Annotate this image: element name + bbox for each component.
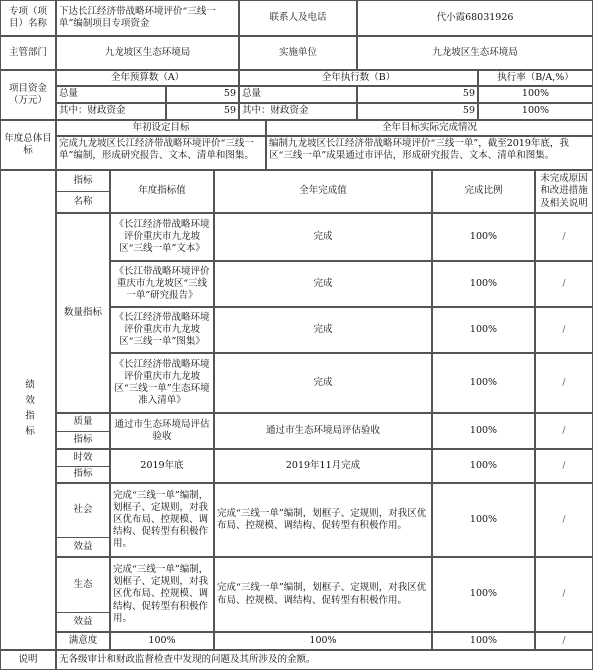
note-label: 说明 (0, 650, 56, 670)
fin-exec: 59 (357, 103, 478, 120)
indicator-header (56, 170, 110, 213)
annual-header: 年度指标值 (110, 170, 214, 213)
social-ratio: 100% (432, 483, 535, 557)
eco-ratio: 100% (432, 557, 535, 632)
social-reason: / (535, 483, 593, 557)
eco-label (56, 557, 110, 632)
qty-ratio-1: 100% (432, 213, 535, 261)
qty-reason-2: / (535, 261, 593, 307)
total-exec: 59 (357, 86, 478, 103)
fin-exec-label: 其中：财政资金 (239, 103, 357, 120)
total-exec-label: 总量 (239, 86, 357, 103)
time-complete: 2019年11月完成 (214, 449, 432, 483)
qty-complete-3: 完成 (214, 307, 432, 353)
fin-label: 其中：财政资金 (56, 103, 166, 120)
plan-text: 完成九龙坡区长江经济带战略环境评价“三线一单”编制，形成研究报告、文本、清单和图集。 (56, 136, 266, 170)
total-budget: 59 (166, 86, 239, 103)
time-label-top: 时效 (57, 450, 109, 467)
contact-value: 代小霞68031926 (357, 0, 593, 36)
reason-header: 未完成原因和改进措施及相关说明 (535, 170, 593, 213)
actual-text: 编制九龙坡区长江经济带战略环境评价“三线一单”，截至2019年底，我区“三线一单”成果通过市评估，形成研究报告、文本、清单和图集。 (266, 136, 593, 170)
impl-value: 九龙坡区生态环境局 (357, 36, 593, 70)
qty-label: 数量指标 (56, 213, 110, 413)
quality-label-bottom: 指标 (73, 433, 93, 445)
complete-header: 全年完成值 (214, 170, 432, 213)
project-name-label: 专项（项目）名称 (0, 0, 56, 36)
time-reason: / (535, 449, 593, 483)
contact-label: 联系人及电话 (239, 0, 357, 36)
total-label: 总量 (56, 86, 166, 103)
dept-label: 主管部门 (0, 36, 56, 70)
indicator-header-bottom: 名称 (73, 195, 93, 207)
qty-reason-1: / (535, 213, 593, 261)
social-complete: 完成“三线一单”编制，划框子、定规则，对我区优布局、控规模、调结构、促转型有积极作用。 (214, 483, 432, 557)
indicator-header-top: 指标 (57, 171, 109, 192)
social-label-bottom: 效益 (73, 540, 93, 552)
actual-header: 全年目标实际完成情况 (266, 120, 593, 136)
qty-complete-1: 完成 (214, 213, 432, 261)
qty-ratio-2: 100% (432, 261, 535, 307)
dept-value: 九龙坡区生态环境局 (56, 36, 239, 70)
qty-annual-1: 《长江经济带战略环境评价重庆市九龙坡区“三线一单”文本》 (110, 213, 214, 261)
satisfaction-complete: 100% (214, 632, 432, 650)
rate-header: 执行率（B/A,%） (478, 70, 593, 86)
eco-annual: 完成“三线一单”编制，划框子、定规则，对我区优布局、控规模、调结构、促转型有积极作用。 (110, 557, 214, 632)
quality-label-top: 质量 (57, 414, 109, 432)
satisfaction-ratio: 100% (432, 632, 535, 650)
impl-label: 实施单位 (239, 36, 357, 70)
qty-complete-4: 完成 (214, 353, 432, 413)
fin-rate: 100% (478, 103, 593, 120)
qty-reason-3: / (535, 307, 593, 353)
perf-label-text: 绩效指标 (23, 379, 35, 441)
eco-label-top: 生态 (57, 558, 109, 613)
time-ratio: 100% (432, 449, 535, 483)
time-annual: 2019年底 (110, 449, 214, 483)
quality-annual: 通过市生态环境局评估验收 (110, 413, 214, 449)
social-label-top: 社会 (57, 484, 109, 538)
note-text: 无各级审计和财政监督检查中发现的问题及其所涉及的金额。 (56, 650, 593, 670)
plan-header: 年初设定目标 (56, 120, 266, 136)
quality-complete: 通过市生态环境局评估验收 (214, 413, 432, 449)
satisfaction-label: 满意度 (56, 632, 110, 650)
qty-annual-4: 《长江经济带战略环境评价重庆市九龙坡区“三线一单”生态环境准入清单》 (110, 353, 214, 413)
ratio-header: 完成比例 (432, 170, 535, 213)
satisfaction-reason: / (535, 632, 593, 650)
budget-header: 全年预算数（A） (56, 70, 239, 86)
eco-complete: 完成“三线一单”编制，划框子、定规则，对我区优布局、控规模、调结构、促转型有积极作用。 (214, 557, 432, 632)
fin-budget: 59 (166, 103, 239, 120)
qty-annual-3: 《长江经济带战略环境评价重庆市九龙坡区“三线一单”图集》 (110, 307, 214, 353)
qty-annual-2: 《长江带战略环境评价重庆市九龙坡区“三线一单”研究报告》 (110, 261, 214, 307)
eco-reason: / (535, 557, 593, 632)
time-label (56, 449, 110, 483)
qty-ratio-4: 100% (432, 353, 535, 413)
quality-reason: / (535, 413, 593, 449)
satisfaction-annual: 100% (110, 632, 214, 650)
eco-label-bottom: 效益 (73, 615, 93, 627)
qty-complete-2: 完成 (214, 261, 432, 307)
time-label-bottom: 指标 (73, 468, 93, 480)
qty-reason-4: / (535, 353, 593, 413)
goals-label: 年度总体目标 (0, 120, 56, 170)
funds-label: 项目资金（万元） (0, 70, 56, 120)
perf-label (0, 170, 56, 650)
total-rate: 100% (478, 86, 593, 103)
qty-ratio-3: 100% (432, 307, 535, 353)
social-label (56, 483, 110, 557)
project-name: 下达长江经济带战略环境评价“三线一单”编制项目专项资金 (56, 0, 239, 36)
quality-ratio: 100% (432, 413, 535, 449)
social-annual: 完成“三线一单”编制，划框子、定规则，对我区优布局、控规模、调结构、促转型有积极作用。 (110, 483, 214, 557)
exec-header: 全年执行数（B） (239, 70, 478, 86)
quality-label (56, 413, 110, 449)
